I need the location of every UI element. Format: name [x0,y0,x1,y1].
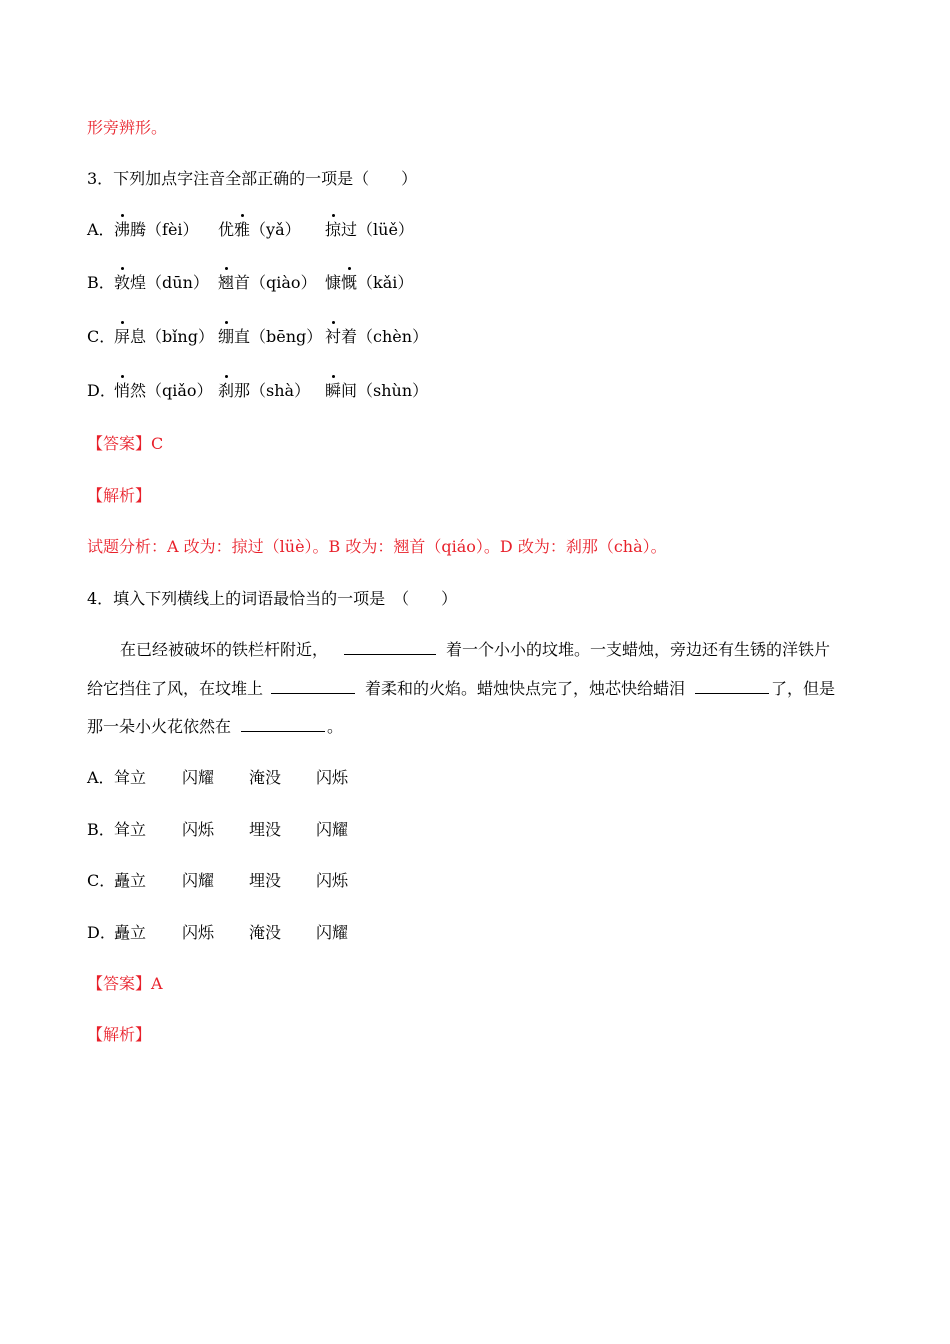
question-4-option [87,923,349,943]
pinyin: （kǎi） [357,273,414,292]
passage-text: 在已经被破坏的铁栏杆附近， [120,640,329,659]
word-char: 息 [130,327,147,346]
question-3-option [87,381,429,401]
word-char: 直 [234,327,251,346]
option-letter: D． [87,381,116,400]
pinyin: （lüě） [357,220,414,239]
dotted-char: 刹 [218,381,235,400]
option-word: 闪烁 [182,923,215,942]
pinyin: （bēng） [250,327,323,346]
passage-text: 给它挡住了风，在坟堆上 [87,679,264,698]
dotted-char: 衬 [325,327,342,346]
option-item [114,273,209,293]
pinyin: （dūn） [146,273,209,292]
option-word: 淹没 [249,923,282,942]
question-3-analysis-text: 试题分析：A 改为：掠过（lüè）。B 改为：翘首（qiáo）。D 改为：刹那（chà）。 [87,537,667,556]
word-char: 慷 [325,273,342,292]
dotted-char: 绷 [218,327,235,346]
option-item [325,327,428,347]
option-word: 闪烁 [316,871,349,890]
dotted-char: 悄 [114,381,131,400]
pinyin: （qiǎo） [146,381,213,400]
word-char: 着 [341,327,358,346]
passage-text: 那一朵小火花依然在 [87,717,232,736]
option-word: 耸立 [114,768,147,787]
option-letter: C． [87,327,116,346]
option-item [218,381,310,401]
option-letter: B． [87,820,115,839]
pinyin: （chèn） [357,327,429,346]
passage-text: 了，但是 [771,679,836,698]
pinyin: （shùn） [357,381,429,400]
option-word: 矗立 [114,923,147,942]
passage-text: 着一个小小的坟堆。一支蜡烛，旁边还有生锈的洋铁片 [446,640,831,659]
question-4-option [87,820,349,840]
question-4-stem: 4．填入下列横线上的词语最恰当的一项是 （ ） [87,589,458,608]
option-word: 矗立 [114,871,147,890]
option-item [325,381,428,401]
word-char: 过 [341,220,358,239]
option-word: 埋没 [249,820,282,839]
option-item [114,220,199,240]
word-char: 优 [218,220,235,239]
option-letter: C． [87,871,116,890]
option-word: 淹没 [249,768,282,787]
fill-blank-3 [695,679,769,694]
passage-text: 。 [327,717,344,736]
option-word: 闪耀 [316,923,349,942]
option-word: 闪耀 [182,768,215,787]
pinyin: （bǐng） [146,327,214,346]
dotted-char: 翘 [218,273,235,292]
word-char: 腾 [130,220,147,239]
option-letter: B． [87,273,115,292]
passage-text: 着柔和的火焰。蜡烛快点完了，烛芯快给蜡泪 [365,679,686,698]
option-item [325,220,414,240]
question-3-stem: 3．下列加点字注音全部正确的一项是（ ） [87,169,418,188]
word-char: 然 [130,381,147,400]
question-4-option [87,768,349,788]
option-word: 闪耀 [182,871,215,890]
question-4-passage-line-2 [87,679,835,699]
intro-note: 形旁辨形。 [87,118,168,137]
pinyin: （qiào） [250,273,317,292]
option-letter: D． [87,923,116,942]
word-char: 间 [341,381,358,400]
question-4-passage-line-3 [87,717,343,737]
option-item [114,327,214,347]
fill-blank-2 [271,679,355,694]
option-letter: A． [87,220,115,239]
dotted-char: 沸 [114,220,131,239]
option-item [218,220,301,240]
word-char: 那 [234,381,251,400]
option-word: 埋没 [249,871,282,890]
option-word: 闪烁 [182,820,215,839]
option-item [218,327,322,347]
question-3-analysis-label: 【解析】 [87,486,152,505]
dotted-char: 敦 [114,273,131,292]
option-word: 耸立 [114,820,147,839]
option-item [325,273,413,293]
fill-blank-4 [241,717,325,732]
option-word: 闪烁 [316,768,349,787]
question-3-option [87,273,414,293]
question-4-passage-line-1 [120,640,830,660]
option-item [218,273,317,293]
word-char: 煌 [130,273,147,292]
pinyin: （shà） [250,381,311,400]
question-4-answer: 【答案】A [87,974,163,993]
word-char: 首 [234,273,251,292]
fill-blank-1 [344,640,436,655]
dotted-char: 瞬 [325,381,342,400]
dotted-char: 掠 [325,220,342,239]
question-3-option [87,220,414,240]
question-3-option [87,327,429,347]
question-4-analysis-label: 【解析】 [87,1025,152,1044]
pinyin: （fèi） [146,220,199,239]
dotted-char: 慨 [341,273,358,292]
dotted-char: 雅 [234,220,251,239]
option-word: 闪耀 [316,820,349,839]
question-4-option [87,871,349,891]
question-3-answer: 【答案】C [87,434,164,453]
option-item [114,381,213,401]
dotted-char: 屏 [114,327,131,346]
pinyin: （yǎ） [250,220,301,239]
option-letter: A． [87,768,115,787]
